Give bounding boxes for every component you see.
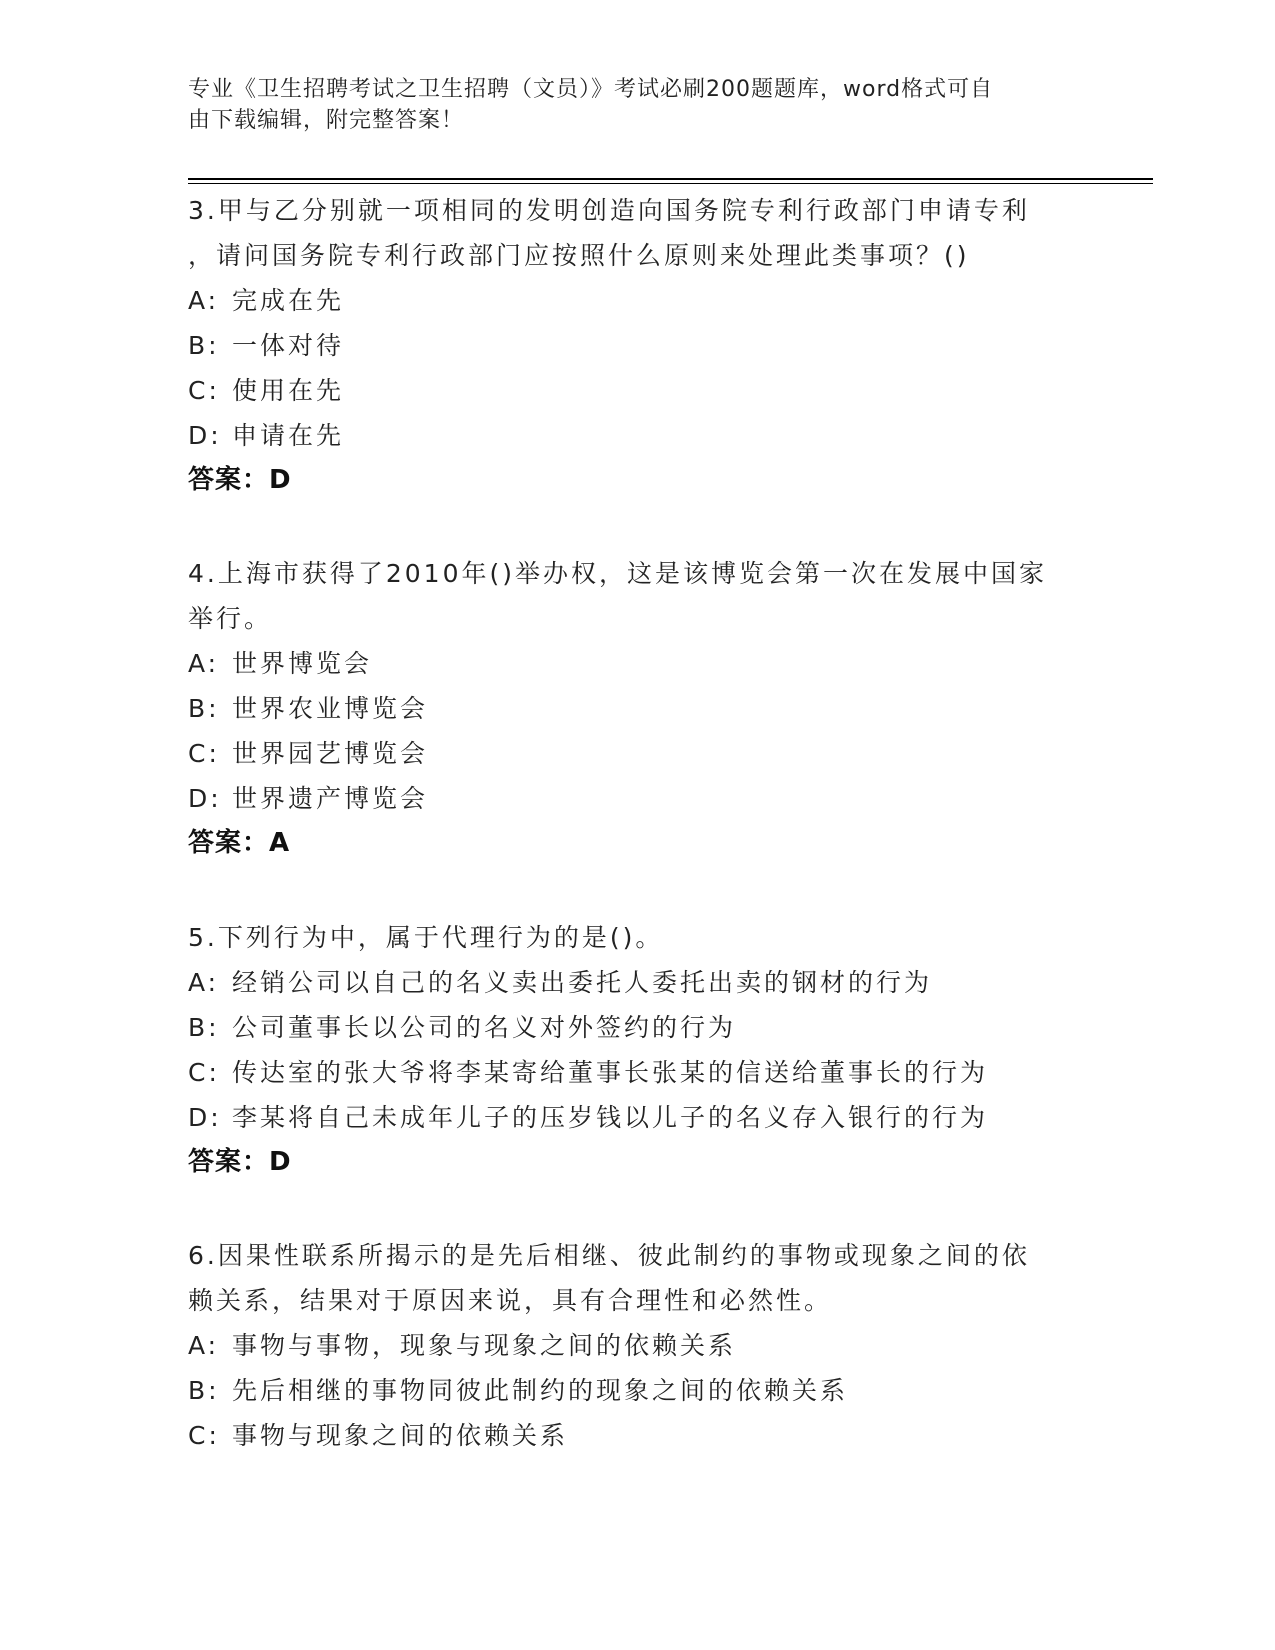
option-b xyxy=(188,686,1088,731)
option-c xyxy=(188,1050,1088,1095)
header-divider-thin xyxy=(188,183,1153,184)
question-stem: 6.因果性联系所揭示的是先后相继、彼此制约的事物或现象之间的依 xyxy=(188,1241,1030,1270)
option-text: 事物与现象之间的依赖关系 xyxy=(232,1421,569,1450)
option-a xyxy=(188,278,1088,323)
option-a xyxy=(188,1323,1088,1368)
question-stem: 5.下列行为中，属于代理行为的是()。 xyxy=(188,923,664,952)
option-c xyxy=(188,731,1088,776)
option-label: B: xyxy=(188,1013,220,1042)
answer: 答案：D xyxy=(188,465,292,495)
option-label: C: xyxy=(188,1058,220,1087)
option-text: 传达室的张大爷将李某寄给董事长张某的信送给董事长的行为 xyxy=(232,1058,989,1087)
option-d xyxy=(188,1095,1088,1140)
option-a xyxy=(188,641,1088,686)
question-4 xyxy=(188,551,1088,866)
document-header xyxy=(188,74,1068,136)
header-line-1: 专业《卫生招聘考试之卫生招聘（文员）》考试必刷200题题库，word格式可自 xyxy=(188,77,994,102)
option-c xyxy=(188,1413,1088,1458)
option-text: 世界园艺博览会 xyxy=(232,739,429,768)
option-label: A: xyxy=(188,286,220,315)
option-b xyxy=(188,1368,1088,1413)
option-label: C: xyxy=(188,1421,220,1450)
option-d xyxy=(188,776,1088,821)
option-text: 一体对待 xyxy=(232,331,345,360)
question-6 xyxy=(188,1233,1088,1458)
question-stem: 3.甲与乙分别就一项相同的发明创造向国务院专利行政部门申请专利 xyxy=(188,196,1030,225)
option-d xyxy=(188,413,1088,458)
option-text: 完成在先 xyxy=(232,286,345,315)
question-stem-continued: 举行。 xyxy=(188,604,273,633)
option-label: D: xyxy=(188,421,222,450)
option-text: 世界遗产博览会 xyxy=(232,784,429,813)
answer: 答案：D xyxy=(188,1147,292,1177)
option-label: C: xyxy=(188,376,220,405)
option-label: A: xyxy=(188,968,220,997)
option-label: D: xyxy=(188,784,222,813)
option-a xyxy=(188,960,1088,1005)
option-label: A: xyxy=(188,649,220,678)
option-text: 公司董事长以公司的名义对外签约的行为 xyxy=(232,1013,737,1042)
option-text: 申请在先 xyxy=(232,421,345,450)
option-c xyxy=(188,368,1088,413)
option-b xyxy=(188,1005,1088,1050)
answer: 答案：A xyxy=(188,828,291,858)
question-stem: 4.上海市获得了2010年()举办权，这是该博览会第一次在发展中国家 xyxy=(188,559,1047,588)
question-stem-continued: 赖关系，结果对于原因来说，具有合理性和必然性。 xyxy=(188,1286,833,1315)
option-label: B: xyxy=(188,331,220,360)
option-text: 李某将自己未成年儿子的压岁钱以儿子的名义存入银行的行为 xyxy=(232,1103,989,1132)
option-b xyxy=(188,323,1088,368)
option-text: 世界农业博览会 xyxy=(232,694,429,723)
option-text: 经销公司以自己的名义卖出委托人委托出卖的钢材的行为 xyxy=(232,968,933,997)
option-text: 先后相继的事物同彼此制约的现象之间的依赖关系 xyxy=(232,1376,849,1405)
option-label: C: xyxy=(188,739,220,768)
header-line-2: 由下载编辑，附完整答案！ xyxy=(188,108,465,133)
option-text: 世界博览会 xyxy=(232,649,373,678)
question-5 xyxy=(188,915,1088,1185)
option-label: B: xyxy=(188,694,220,723)
question-stem-continued: ，请问国务院专利行政部门应按照什么原则来处理此类事项？() xyxy=(188,241,970,270)
question-3 xyxy=(188,188,1088,503)
option-label: A: xyxy=(188,1331,220,1360)
option-text: 事物与事物，现象与现象之间的依赖关系 xyxy=(232,1331,737,1360)
option-label: B: xyxy=(188,1376,220,1405)
option-text: 使用在先 xyxy=(232,376,345,405)
header-divider-thick xyxy=(188,178,1153,180)
option-label: D: xyxy=(188,1103,222,1132)
